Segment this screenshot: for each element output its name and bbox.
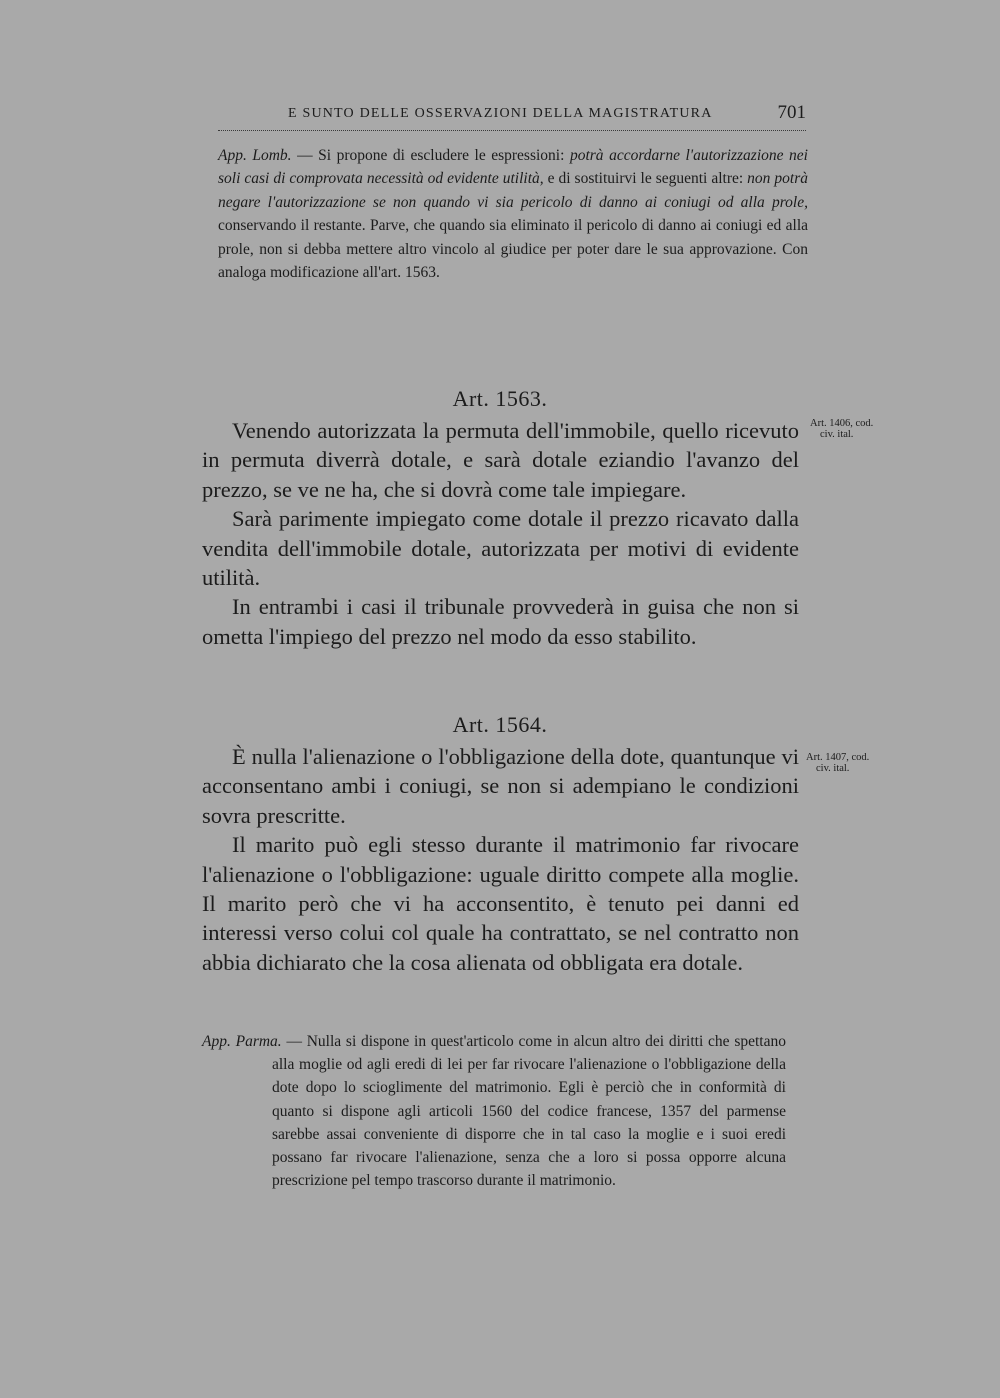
running-header <box>218 100 806 131</box>
margin-reference-line: Art. 1406, cod. <box>810 418 874 429</box>
margin-reference-line: civ. ital. <box>816 763 850 774</box>
lomb-note <box>218 144 808 284</box>
lomb-note-italic-2: non potrà negare l'autorizzazione se non quando vi sia pericolo di danno ai coniugi od alla prole, <box>218 170 808 211</box>
page-number: 701 <box>777 102 806 123</box>
art-1564-paragraph-2: Il marito può egli stesso durante il matrimonio far rivocare l'alienazione o l'obbligazione: uguale diritto compete alla moglie. Il marito però che vi ha acconsentito, è tenuto pei danni ed interessi verso colui col quale ha contrattato, se nel contratto non abbia dichiarato che la cosa alienata od obbligata era dotale. <box>202 832 799 975</box>
art-1564-heading: Art. 1564. <box>452 712 548 737</box>
art-1563-paragraph-1: Venendo autorizzata la permuta dell'immobile, quello ricevuto in permuta diverrà dotale, e sarà dotale eziandio l'avanzo del prezzo, se ve ne ha, che si dovrà come tale impiegare. <box>202 418 799 502</box>
art-1563-margin-reference <box>810 418 900 440</box>
art-1563-body <box>202 416 799 651</box>
lomb-note-label: App. Lomb. <box>218 147 292 164</box>
margin-reference-line: civ. ital. <box>820 429 854 440</box>
parma-note <box>202 1030 786 1192</box>
lomb-note-text-2: e di sostituirvi le seguenti altre: <box>543 170 748 188</box>
art-1564-body <box>202 742 799 977</box>
parma-note-text: — Nulla si dispone in quest'articolo come in alcun altro dei diritti che spettano alla moglie od agli eredi di lei per far rivocare l'alienazione o l'obbligazione della dote dopo lo scioglimente del matrimonio. Egli è perciò che in conformità di quanto si dispone agli articoli 1560 del codice francese, 1357 del parmense sarebbe assai conveniente di disporre che in tal caso la moglie e i suoi eredi possano far rivocare l'alienazione, senza che a loro si possa opporre alcuna prescrizione pel tempo trascorso durante il matrimonio. <box>272 1033 786 1190</box>
lomb-note-text-3: conservando il restante. Parve, che quando sia eliminato il pericolo di danno ai coniugi ed alla prole, non si debba mettere altro vincolo al giudice per poter dare le sua approvazione. Con analoga modificazione all'art. 1563. <box>218 217 808 282</box>
parma-note-paragraph <box>202 1030 786 1192</box>
lomb-note-paragraph <box>218 144 808 284</box>
art-1563-paragraph-3: In entrambi i casi il tribunale provvederà in guisa che non si ometta l'impiego del prezzo nel modo da esso stabilito. <box>202 594 799 649</box>
art-1563-heading: Art. 1563. <box>452 386 548 411</box>
art-1564-margin-reference <box>806 752 896 774</box>
margin-reference-line: Art. 1407, cod. <box>806 752 870 763</box>
art-1564-paragraph-1: È nulla l'alienazione o l'obbligazione della dote, quantunque vi acconsentano ambi i coniugi, se non si adempiano le condizioni sovra prescritte. <box>202 744 799 828</box>
parma-note-label: App. Parma. <box>202 1033 282 1050</box>
art-1563-paragraph-2: Sarà parimente impiegato come dotale il prezzo ricavato dalla vendita dell'immobile dotale, autorizzata per motivi di evidente utilità. <box>202 506 799 591</box>
lomb-note-italic-1: potrà accordarne l'autorizzazione nei soli casi di comprovata necessità od evidente utilità, <box>218 147 808 188</box>
header-title: E SUNTO DELLE OSSERVAZIONI DELLA MAGISTRATURA <box>288 106 713 121</box>
lomb-note-text-1: — Si propone di escludere le espressioni: <box>291 147 570 164</box>
